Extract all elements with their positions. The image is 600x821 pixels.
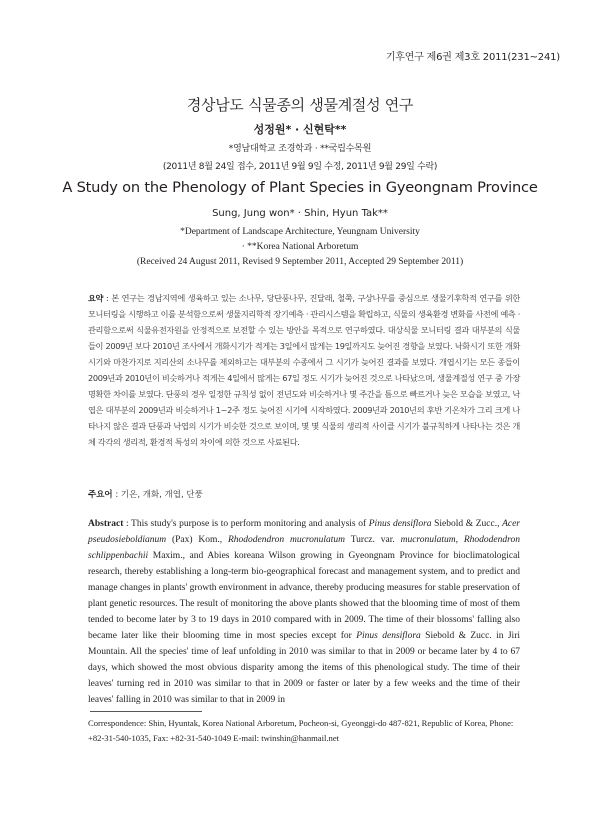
species-name-1: Pinus densiflora <box>368 519 432 529</box>
abstract-text-3: (Pax) Kom., <box>166 535 228 545</box>
abstract-text-4: Turcz. var. <box>345 535 401 545</box>
abstract-text-5: Maxim., and Abies koreana Wilson growing in Gyeongnam Province for bioclimatological research, thereby establishing a long-term bio-geographical forecast and management system, and to predict and manage changes in plants' growth environment in advance, thereby producing measures for stable preservation of plant genetic resources. The result of monitoring the above plants showed that the blooming time of most of them tended to become later by 3 to 19 days in 2010 compared with in 2009. The time of their blossoms' falling also became later like their blooming time in most species except for <box>88 551 520 641</box>
korean-authors: 성정원* · 신현탁** <box>253 123 347 136</box>
korean-keywords-text: : 기온, 개화, 개엽, 단풍 <box>112 490 203 500</box>
species-name-4: mucronulatum, Rhododendron schlippenbachii <box>88 535 520 561</box>
abstract-text-2: Siebold & Zucc., <box>431 519 503 529</box>
english-title: A Study on the Phenology of Plant Species in Gyeongnam Province <box>62 179 538 196</box>
korean-abstract-text: : 본 연구는 경남지역에 생육하고 있는 소나무, 당단풍나무, 진달래, 철쭉, 구상나무를 중심으로 생물기후학적 연구를 위한 모니터링을 시행하고 이를 분석함으로써 생물지리학적 장기예측 · 관리시스템을 확립하고, 식물의 생육환경 변화를 사전에 예측 · 관리함으로써 식물유전자원을 안정적으로 보전할 수 있는 방안을 목적으로 연구하였다. 대상식물 모니터링 결과 대부분의 식물들이 2009년 보다 2010년 조사에서 개화시기가 적게는 3일에서 많게는 19일까지도 늦어진 경향을 보였다. 낙화시기 또한 개화시기와 마찬가지로 지리산의 소나무를 제외하고는 대부분의 수종에서 그 시기가 늦어진 결과를 보였다. 개엽시기는 모든 종들이 2009년과 2010년이 비슷하거나 적게는 4일에서 많게는 67일 정도 시기가 늦어진 것으로 나타났으며, 생물계절성 연구 중 가장 명확한 차이를 보였다. 단풍의 경우 일정한 규칙성 없이 전년도와 비슷하거나 몇 주간을 틈으로 빠르거나 늦은 모습을 보였고, 낙엽은 대부분의 2009년과 비슷하거나 1~2주 정도 늦어진 시기에 시작하였다. 2009년과 2010년의 후반 기온차가 그리 크게 나타나지 않은 결과 단풍과 낙엽의 시기가 비슷한 것으로 보이며, 몇 몇 식물의 생리적 사이클 시기가 불규칙하게 나타나는 것은 개체 각각의 생리적, 환경적 특성의 차이에 의한 것으로 사료된다. <box>88 293 520 447</box>
correspondence-footnote: Correspondence: Shin, Hyuntak, Korea National Arboretum, Pocheon-si, Gyeonggi-do 487-821, Republic of Korea, Phone: +82-31-540-1035, Fax: +82-31-540-1049 E-mail: twinshin@hanmail.net <box>88 718 514 743</box>
korean-keywords <box>88 488 520 500</box>
english-abstract <box>88 516 520 708</box>
korean-title: 경상남도 식물종의 생물계절성 연구 <box>186 96 414 114</box>
korean-keywords-label: 주요어 <box>88 490 113 500</box>
species-name-5: Pinus densiflora <box>356 631 421 641</box>
korean-abstract-label: 요약 <box>88 293 104 303</box>
english-affiliation-1: *Department of Landscape Architecture, Yeungnam University <box>180 227 420 237</box>
korean-received-dates: (2011년 8월 24일 접수, 2011년 9월 9일 수정, 2011년 9월 29일 수락) <box>162 162 438 172</box>
english-authors: Sung, Jung won* · Shin, Hyun Tak** <box>212 208 388 219</box>
species-name-3: Rhododendron mucronulatum <box>228 535 346 545</box>
english-received-dates: (Received 24 August 2011, Revised 9 September 2011, Accepted 29 September 2011) <box>136 257 464 267</box>
korean-affiliations: *영남대학교 조경학과 · **국립수목원 <box>228 144 372 154</box>
abstract-text-6: Siebold & Zucc. in Jiri Mountain. All the species' time of leaf unfolding in 2010 was similar to that in 2009 or became later by 4 to 67 days, which showed the most obvious disparity among the items of this phenological study. The time of their leaves' turning red in 2010 was similar to that in 2009 or faster or later by a few weeks and the time of their leaves' falling in 2010 was similar to that in 2009 in <box>88 631 521 705</box>
species-name-2: Acer pseudosieboldianum <box>88 519 520 545</box>
footnote-divider <box>90 711 202 712</box>
abstract-text-1: : This study's purpose is to perform monitoring and analysis of <box>123 519 369 529</box>
journal-header: 기후연구 제6권 제3호 2011(231~241) <box>385 52 560 63</box>
english-affiliation-2: · **Korea National Arboretum <box>241 242 359 252</box>
korean-abstract <box>88 290 520 450</box>
english-abstract-label: Abstract <box>88 519 124 529</box>
